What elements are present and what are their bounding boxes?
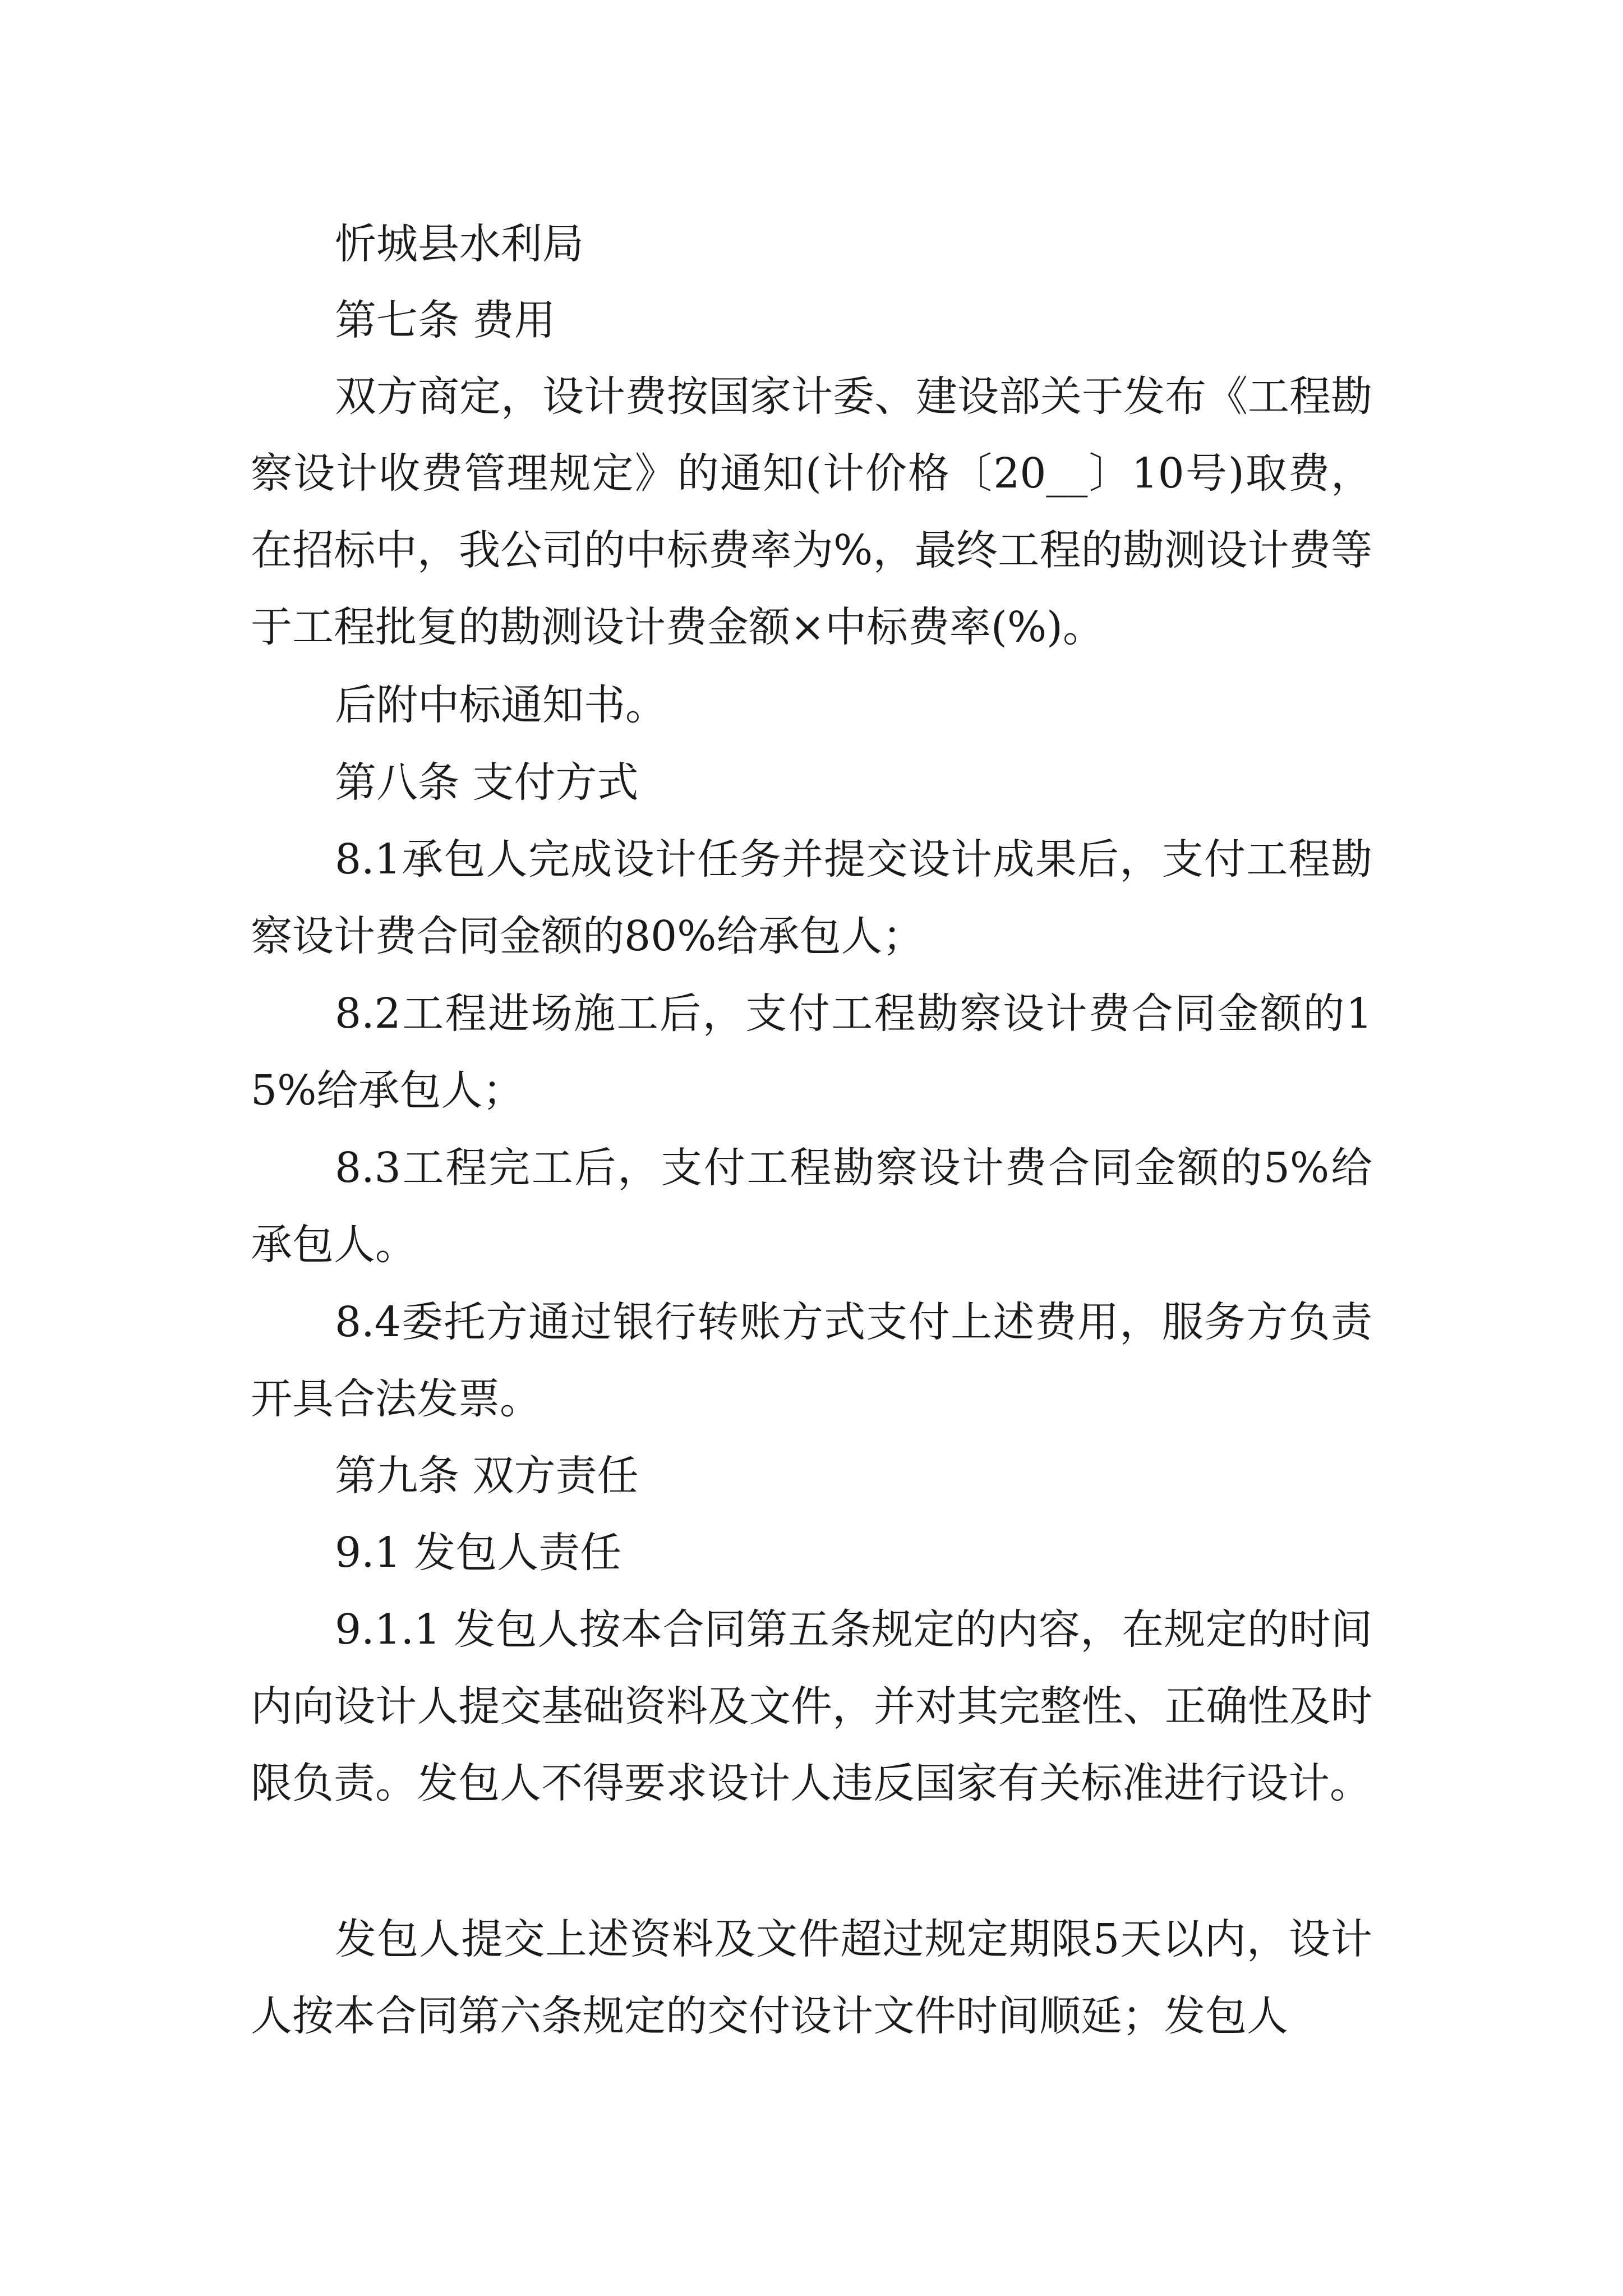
article-7-heading: 第七条 费用	[335, 296, 556, 344]
clause-8-4: 8.4委托方通过银行转账方式支付上述费用，服务方负责开具合法发票。	[251, 1298, 1372, 1423]
article-7-fee-paragraph: 双方商定，设计费按国家计委、建设部关于发布《工程勘察设计收费管理规定》的通知(计价格〔20__〕10号)取费，在招标中，我公司的中标费率为%，最终工程的勘测设计费等于工程批复的勘测设计费金额×中标费率(%)。	[251, 372, 1372, 651]
clause-9-1-1: 9.1.1 发包人按本合同第五条规定的内容，在规定的时间内向设计人提交基础资料及文件，并对其完整性、正确性及时限负责。发包人不得要求设计人违反国家有关标准进行设计。	[251, 1605, 1372, 1807]
clause-9-1-heading: 9.1 发包人责任	[335, 1529, 622, 1577]
clause-8-3: 8.3工程完工后，支付工程勘察设计费合同金额的5%给承包人。	[251, 1144, 1372, 1269]
attachment-note: 后附中标通知书。	[335, 681, 667, 729]
organization-name: 忻城县水利局	[335, 220, 584, 268]
clause-9-1-1-continuation: 发包人提交上述资料及文件超过规定期限5天以内，设计人按本合同第六条规定的交付设计文件时间顺延；发包人	[251, 1915, 1372, 2040]
article-8-heading: 第八条 支付方式	[335, 758, 639, 807]
clause-8-2: 8.2工程进场施工后，支付工程勘察设计费合同金额的15%给承包人；	[251, 990, 1372, 1115]
clause-8-1: 8.1承包人完成设计任务并提交设计成果后，支付工程勘察设计费合同金额的80%给承包人；	[251, 835, 1372, 960]
article-9-heading: 第九条 双方责任	[335, 1452, 639, 1500]
